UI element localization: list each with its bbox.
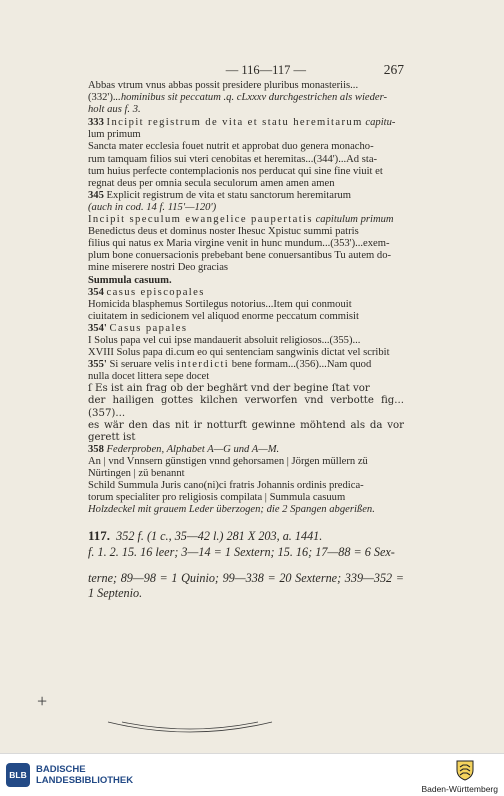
text-line: I Solus papa vel cui ipse mandauerit absoluit religiosos...(355)... [88,334,361,346]
bracket-arc [108,722,272,732]
entry-354: 354 casus episcopales [88,286,205,298]
text-line: (332')...hominibus sit peccatum .q. cLxxxv durchgestrichen als wieder- [88,92,388,104]
coat-of-arms-icon [455,759,475,781]
text-line: nulla docet littera sepe docet [88,371,210,383]
bracket-arc [122,722,258,729]
page-header [88,62,404,78]
margin-mark: + [37,691,48,711]
text-line: rum tamquam filios sui vteri cenobitas et heremitas...(344')...Ad sta- [88,153,378,165]
catalog-text [88,80,404,600]
text-line: Schild Summula Juris cano(ni)ci fratris Johannis ordinis predica- [88,480,364,492]
library-name[interactable]: BADISCHE LANDESBIBLIOTHEK [36,764,134,786]
text-line: An | vnd Vnnsern günstigen vnnd gehorsamen | Jörgen müllern zü [88,455,368,467]
footer-bar [0,753,504,796]
text-line: Nürtingen | zü benannt [88,468,185,479]
blb-logo-icon[interactable]: BLB [6,763,30,787]
text-line: Abbas vtrum vnus abbas possit presidere pluribus monasteriis... [88,80,359,91]
text-line: Sancta mater ecclesia fouet nutrit et approbat duo genera monacho- [88,141,374,153]
text-line: plum bone conuersacionis prebebant bene conuersantibus Tu autem do- [88,250,392,262]
text-line: mine miserere nostri Deo gracias [88,262,229,274]
page-number: 267 [383,62,404,77]
text-line: Incipit speculum ewangelice paupertatis capitulum primum [88,214,394,226]
text-line: ciuitatem in sedicionem vel aliquod enorme peccatum commisit [88,310,359,322]
text-line: Benedictus deus et dominus noster Ihesuc Xpistuc summi patris [88,226,359,238]
state-name: Baden-Württemberg [421,784,498,794]
text-line: tum huius perfecte contemplacionis nos perducat qui sine fine viuit et [88,165,383,177]
text-line: der hailigen gottes kilchen verworfen vnd verbotte fig...(357)... [88,395,404,419]
section-range: — 116—117 — [225,63,307,77]
text-line: XVIII Solus papa di.cum eo qui sentenciam sangwinis dictat vel scribit [88,347,390,359]
entry-358: 358 Federproben, Alphabet A—G und A—M. [88,443,280,455]
text-line: es wär den das nit ir notturft gewinne möhtend als da vor gerett ist [88,419,404,443]
text-line: f. 1. 2. 15. 16 leer; 3—14 = 1 Sextern; 15. 16; 17—88 = 6 Sex- [88,544,395,559]
entry-117: 117. 352 f. (1 c., 35—42 l.) 281 X 203, a. 1441. [88,528,323,544]
text-line: Homicida blasphemus Sortilegus notorius...Item qui conmouit [88,298,352,310]
text-line: filius qui natus ex Maria virgine venit in hunc mundum...(353')...exem- [88,238,390,250]
text-line: torum specialiter pro religiosis compilata | Summula casuum [88,492,346,504]
entry-345: 345 Explicit registrum de vita et statu sanctorum heremitarum [88,189,352,201]
text-line: regnat deus per omnia secula seculorum amen amen amen [88,177,335,189]
text-line: lum primum [88,129,141,141]
text-line: Holzdeckel mit grauem Leder überzogen; die 2 Spangen abgerißen. [88,504,375,516]
text-line: holt aus f. 3. [88,104,141,116]
entry-333: 333 Incipit registrum de vita et statu heremitarum capitu- [88,117,396,129]
entry-355: 355' Si seruare velis interdicti bene formam...(356)...Nam quod [88,359,372,371]
text-line: terne; 89—98 = 1 Quinio; 99—338 = 20 Sexterne; 339—352 = 1 Septenio. [88,571,404,600]
text-line: (auch in cod. 14 f. 115'—120') [88,201,217,213]
entry-354p: 354' Casus papales [88,322,188,334]
text-line: ſ Es ist ain frag ob der beghärt vnd der begine ſtat vor [88,383,370,395]
section-heading: Summula casuum. [88,274,172,286]
